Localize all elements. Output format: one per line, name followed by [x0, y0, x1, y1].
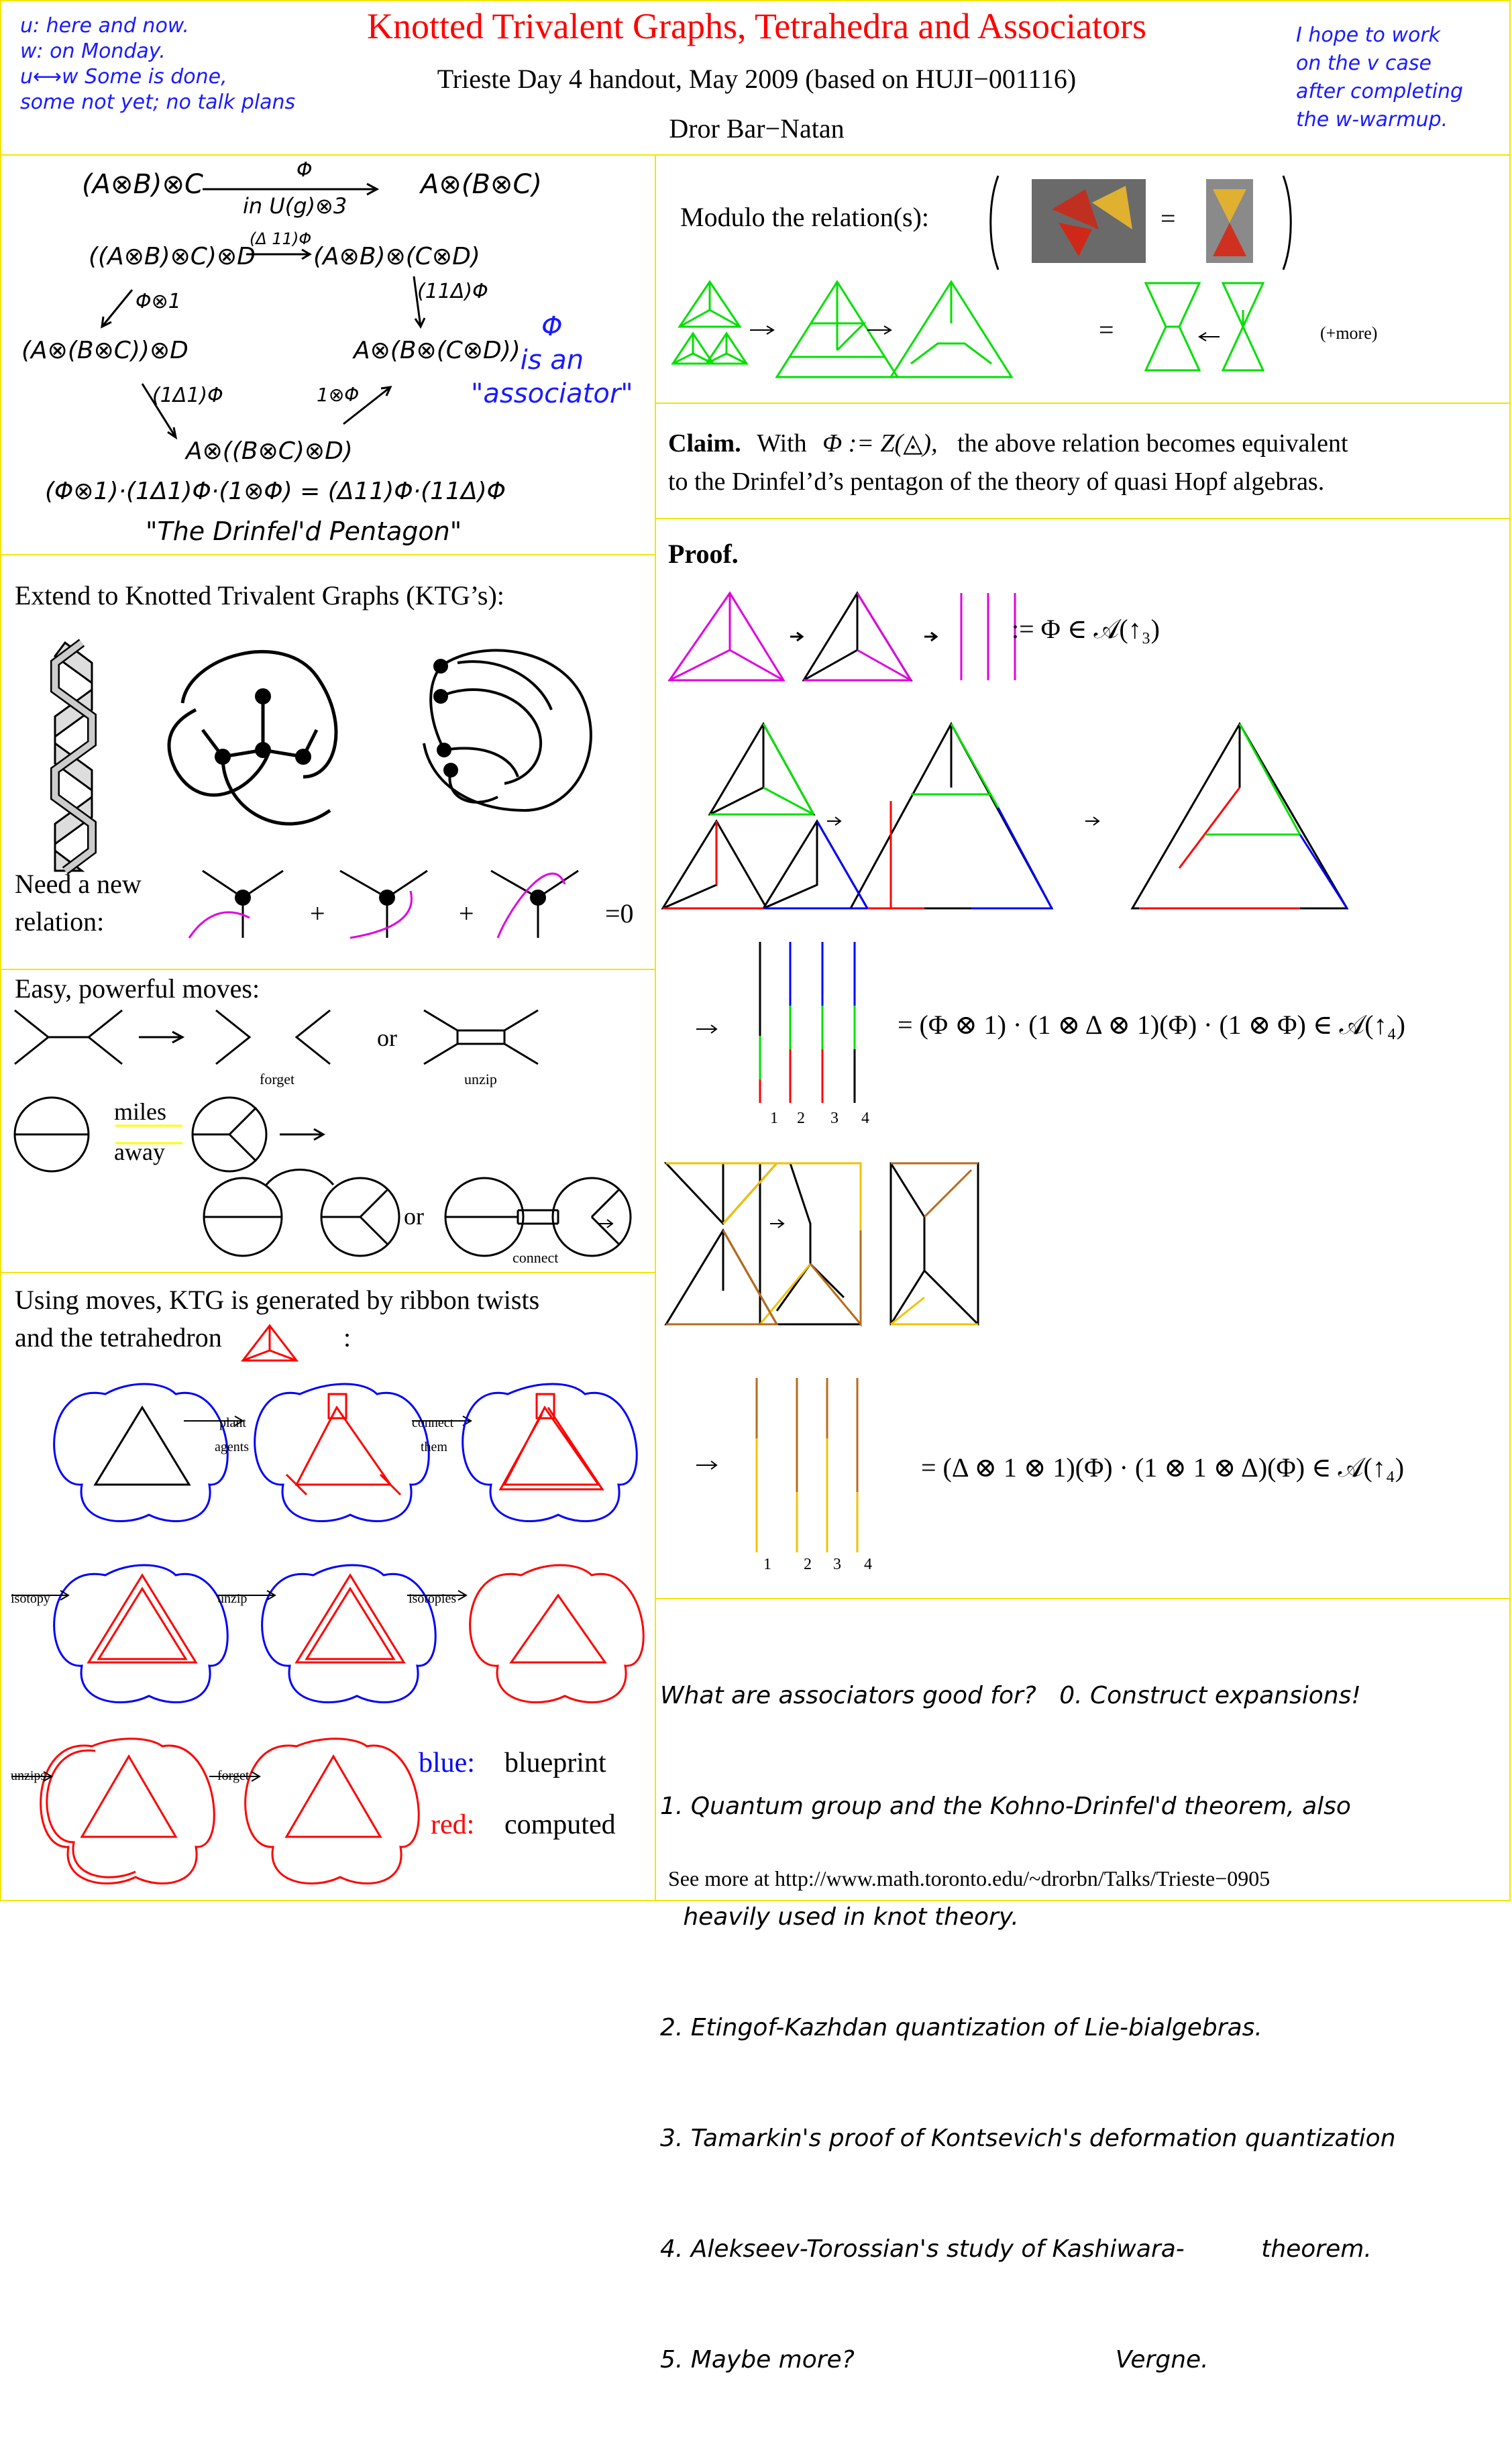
good-for-line: 4. Alekseev-Torossian's study of Kashiwara- theorem.: [660, 2235, 1372, 2263]
good-for-panel: [655, 1598, 1511, 2374]
equals-zero: =0: [605, 898, 634, 928]
generation-colon: :: [343, 1322, 352, 1352]
legend-red-key: red:: [431, 1809, 475, 1840]
legend-red-value: computed: [504, 1809, 616, 1840]
moves-title: Easy, powerful moves:: [15, 973, 260, 1004]
good-for-line: 1. Quantum group and the Kohno-Drinfel'd theorem, also: [660, 1793, 1351, 1820]
associator-note-line: Φ: [541, 311, 563, 342]
pentagon-phi: Φ: [296, 158, 313, 182]
label-them: them: [421, 1440, 447, 1454]
pentagon-in-ug: in U(g)⊗3: [243, 193, 347, 219]
claim-line1: [668, 428, 1348, 458]
knotted-graph-vertices: [433, 659, 458, 778]
modulo-drawings: [656, 156, 1512, 405]
strand-label: 1: [770, 1110, 778, 1127]
phi-definition: := Φ ∈ 𝒜(↑₃): [1012, 614, 1160, 644]
modulo-label: Modulo the relation(s):: [680, 202, 930, 232]
claim-bold: Claim.: [668, 429, 741, 458]
relation-strands: [189, 873, 565, 938]
generation-line1: Using moves, KTG is generated by ribbon twists: [15, 1285, 540, 1315]
pentagon-top-left: ((A⊗B)⊗C)⊗D: [89, 243, 256, 270]
strand-label: 4: [861, 1110, 869, 1127]
associator-note-line: "associator": [471, 378, 633, 409]
pentagon-top-arrow-label: (Δ 11)Φ: [250, 229, 312, 248]
good-for-line: 3. Tamarkin's proof of Kontsevich's deformation quantization: [660, 2125, 1396, 2152]
note-left-line: u⟷w Some is done,: [20, 65, 227, 89]
pentagon-low-right-label: 1⊗Φ: [317, 384, 360, 406]
pentagon-line1-left: (A⊗B)⊗C: [82, 169, 203, 200]
note-right-line: the w-warmup.: [1296, 108, 1448, 131]
pentagon-panel: [0, 154, 656, 555]
label-plant: plant: [219, 1416, 246, 1430]
pentagon-right-arrow-label: (11Δ)Φ: [417, 280, 488, 303]
pentagon-mid-left: (A⊗(B⊗C))⊗D: [21, 337, 188, 364]
strand-label: 1: [763, 1556, 771, 1573]
header-panel: [0, 0, 1511, 156]
associator-note: [471, 310, 633, 411]
blueprint-graph-1: [54, 1384, 228, 1522]
blueprint-graph-3: [463, 1384, 637, 1522]
modulo-more: (+more): [1320, 323, 1378, 343]
author: Dror Bar−Natan: [669, 113, 845, 144]
label-unzip: unzip: [217, 1591, 248, 1606]
strands-2: [696, 1378, 857, 1552]
pentagon-top-right: (A⊗B)⊗(C⊗D): [313, 243, 480, 270]
label-unzips: unzips: [11, 1768, 46, 1783]
note-right-line: I hope to work: [1296, 23, 1441, 47]
trivalent-graph-drawing: [169, 651, 336, 824]
proof-title: Proof.: [668, 539, 739, 569]
good-for-line: heavily used in knot theory.: [660, 1903, 1019, 1931]
moves-or: or: [377, 1024, 397, 1051]
page-title: Knotted Trivalent Graphs, Tetrahedra and Associators: [366, 6, 1146, 46]
note-right-line: on the v case: [1296, 52, 1432, 75]
blueprint-graph-2: [255, 1384, 429, 1522]
proof-drawings: [656, 519, 1512, 1601]
relation-label-line: relation:: [15, 906, 105, 937]
pentagon-line1-right: A⊗(B⊗C): [421, 169, 542, 200]
associator-note-line: is an: [520, 345, 584, 376]
label-forget: forget: [217, 1768, 250, 1783]
photo-tetrahedra: [991, 176, 1291, 270]
moves-connect: connect: [512, 1249, 559, 1266]
claim-rest: the above relation becomes equivalent: [957, 429, 1348, 458]
moves-or: or: [404, 1203, 424, 1230]
relation-label: [15, 865, 142, 941]
pentagon-bottom: A⊗((B⊗C)⊗D): [186, 437, 353, 465]
plus-sign: +: [459, 898, 474, 928]
note-left-line: w: on Monday.: [20, 40, 166, 63]
claim-panel: [655, 403, 1511, 519]
generation-panel: [0, 1272, 656, 1901]
label-isotopies: isotopies: [409, 1591, 457, 1606]
proof-equation-2: = (Δ ⊗ 1 ⊗ 1)(Φ) · (1 ⊗ 1 ⊗ Δ)(Φ) ∈ 𝒜(↑₄): [921, 1452, 1405, 1483]
relation-label-line: Need a new: [15, 869, 142, 899]
proof-panel: [655, 518, 1511, 1599]
strand-label: 2: [797, 1110, 805, 1127]
knotted-graph-drawing: [424, 650, 591, 810]
plus-sign: +: [310, 898, 325, 928]
modulo-equals-photo: =: [1160, 203, 1176, 233]
ktg-panel: [0, 554, 656, 970]
strand-label: 2: [804, 1556, 812, 1573]
good-for-line: 5. Maybe more? Vergne.: [660, 2346, 1209, 2374]
strand-label: 3: [830, 1110, 839, 1127]
pentagon-caption: "The Drinfel'd Pentagon": [146, 517, 462, 546]
moves-away: away: [114, 1138, 165, 1165]
legend-blue-key: blue:: [419, 1748, 475, 1778]
note-right-line: after completing: [1296, 80, 1464, 103]
magenta-tetrahedron: [669, 593, 784, 680]
note-right: [1296, 21, 1463, 134]
moves-forget: forget: [260, 1071, 295, 1087]
label-isotopy: isotopy: [11, 1591, 50, 1606]
good-for-line: 2. Etingof-Kazhdan quantization of Lie-bialgebras.: [660, 2014, 1262, 2041]
pentagon-low-left-label: (1Δ1)Φ: [152, 384, 223, 407]
pentagon-left-arrow-label: Φ⊗1: [136, 290, 181, 313]
claim-formula: Φ := Z(◬),: [822, 429, 938, 458]
ktg-title: Extend to Knotted Trivalent Graphs (KTG’s):: [15, 580, 504, 610]
strands-1: [696, 942, 855, 1103]
page-subtitle: Trieste Day 4 handout, May 2009 (based on HUJI−001116): [437, 64, 1077, 94]
note-left-line: some not yet; no talk plans: [20, 91, 296, 114]
strand-label: 3: [833, 1556, 841, 1573]
claim-line2: to the Drinfel’d’s pentagon of the theory of quasi Hopf algebras.: [668, 468, 1325, 496]
good-for-line: What are associators good for? 0. Construct expansions!: [660, 1682, 1361, 1709]
proof-equation-1: = (Φ ⊗ 1) · (1 ⊗ Δ ⊗ 1)(Φ) · (1 ⊗ Φ) ∈ 𝒜(↑₄): [898, 1010, 1405, 1040]
ribbon-knot-drawing: [55, 643, 92, 871]
label-agents: agents: [215, 1440, 250, 1454]
moves-panel: [0, 969, 656, 1273]
good-for-list: [660, 1603, 1396, 2452]
pentagon-mid-right: A⊗(B⊗(C⊗D)): [354, 337, 521, 364]
label-connect: connect: [412, 1416, 454, 1430]
tetrahedron-icon: [243, 1326, 296, 1361]
moves-drawings: [1, 970, 657, 1275]
legend-blue-value: blueprint: [504, 1748, 606, 1778]
note-left-line: u: here and now.: [20, 14, 189, 38]
moves-unzip: unzip: [464, 1071, 497, 1087]
modulo-equals: =: [1099, 315, 1114, 345]
moves-miles: miles: [114, 1098, 166, 1125]
see-more-link[interactable]: See more at http://www.math.toronto.edu/~drorbn/Talks/Trieste−0905: [668, 1866, 1271, 1890]
modulo-panel: [655, 154, 1511, 404]
strand-label: 4: [864, 1556, 872, 1573]
generation-line2: and the tetrahedron: [15, 1322, 222, 1352]
claim-with: With: [757, 429, 807, 458]
pentagon-equation: (Φ⊗1)·(1Δ1)Φ·(1⊗Φ) = (Δ11)Φ·(11Δ)Φ: [45, 478, 506, 505]
